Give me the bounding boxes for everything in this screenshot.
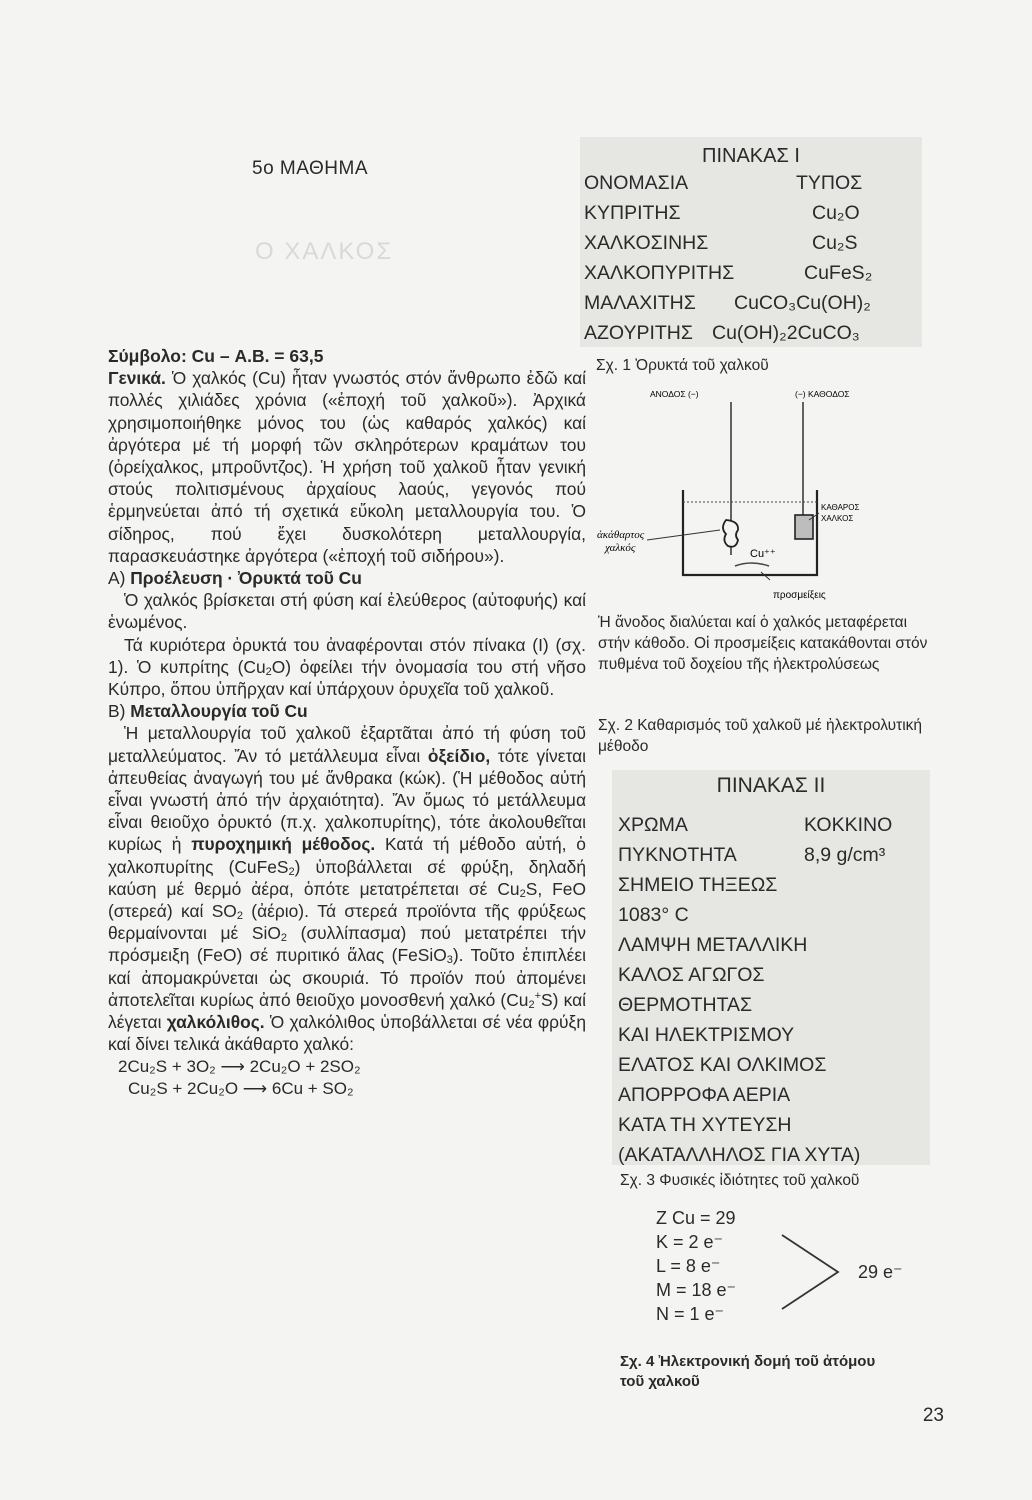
figure-4-caption: Σχ. 4 Ἠλεκτρονική δομή τοῦ ἀτόμου τοῦ χαλκοῦ	[620, 1353, 876, 1390]
shell-l: L = 8 e⁻	[656, 1256, 721, 1276]
table-row: ΚΥΠΡΙΤΗΣ Cu₂O	[584, 201, 860, 224]
figure-3-caption: Σχ. 3 Φυσικές ἰδιότητες τοῦ χαλκοῦ	[620, 1172, 860, 1189]
table-2-density-row: ΠΥΚΝΟΤΗΤΑ 8,9 g/cm³	[618, 844, 886, 866]
shell-k: K = 2 e⁻	[656, 1232, 724, 1252]
shell-n: N = 1 e⁻	[656, 1304, 725, 1324]
table-row: ΑΖΟΥΡΙΤΗΣ Cu(OH)₂2CuCO₃	[584, 321, 860, 344]
figure-1-caption: Σχ. 1 Ὀρυκτά τοῦ χαλκοῦ	[596, 357, 769, 374]
col-type-header: ΤΥΠΟΣ	[796, 171, 863, 194]
table-2-line: ΘΕΡΜΟΤΗΤΑΣ	[618, 994, 753, 1016]
section-a-paragraph-1: Ὁ χαλκός βρίσκεται στή φύση καί ἐλεύθερος (αὐτοφυής) καί ἑνωμένος.	[108, 590, 586, 633]
electrolysis-diagram	[595, 380, 935, 610]
section-b-heading: Β) Μεταλλουργία τοῦ Cu	[108, 701, 308, 722]
table-2-color-row: ΧΡΩΜΑ ΚΟΚΚΙΝΟ	[618, 814, 893, 836]
shell-total-bracket	[780, 1232, 850, 1312]
section-a-paragraph-2: Τά κυριότερα ὀρυκτά του ἀναφέρονται στόν πίνακα (Ι) (σχ. 1). Ὁ κυπρίτης $(Cu_2O)$ ὀφείλει τήν ὀνομασία του στή νῆσο Κύπρο, ὅπου ὑπῆρχαν καί ὑπάρχουν ὀρυχεῖα τοῦ χαλκοῦ.	[108, 634, 586, 700]
table-row: ΜΑΛΑΧΙΤΗΣ CuCO₃Cu(OH)₂	[584, 291, 871, 314]
table-2-title: ΠΙΝΑΚΑΣ ΙΙ	[716, 774, 826, 797]
electron-configuration	[656, 1206, 736, 1326]
table-2-line: ΚΑΤΑ ΤΗ ΧΥΤΕΥΣΗ	[618, 1114, 792, 1136]
table-row: ΧΑΛΚΟΠΥΡΙΤΗΣ CuFeS₂	[584, 261, 873, 284]
anode-label: ΑΝΟΔΟΣ (−)	[650, 389, 699, 399]
impure-copper-label-1: ἀκάθαρτος	[597, 529, 645, 541]
pure-copper-label-1: ΚΑΘΑΡΟΣ	[821, 503, 860, 512]
electron-total: 29 e⁻	[858, 1262, 903, 1282]
copper-ion-label: Cu⁺⁺	[750, 548, 776, 560]
impurities-label: προσμείξεις	[773, 590, 826, 601]
impurities-sludge	[735, 563, 769, 566]
cathode-label: (−) ΚΑΘΟΔΟΣ	[795, 389, 850, 399]
table-row: ΧΑΛΚΟΣΙΝΗΣ Cu₂S	[584, 231, 858, 254]
section-a-heading: Α) Προέλευση · Ὀρυκτά τοῦ Cu	[108, 568, 362, 589]
table-2-line: 1083° C	[618, 904, 689, 926]
table-1-header	[580, 168, 922, 198]
table-2	[612, 770, 930, 1165]
figure-2-note: Ἡ ἄνοδος διαλύεται καί ὁ χαλκός μεταφέρεται στήν κάθοδο. Οἱ προσμείξεις κατακάθονται στόν πυθμένα τοῦ δοχείου τῆς ἠλεκτρολύσεως	[598, 614, 928, 673]
shell-m: M = 18 e⁻	[656, 1280, 737, 1300]
table-2-line: ΚΑΛΟΣ ΑΓΩΓΟΣ	[618, 964, 765, 986]
pure-copper-label-2: ΧΑΛΚΟΣ	[821, 514, 854, 523]
atomic-number: Z Cu = 29	[656, 1208, 736, 1228]
table-2-line: ΚΑΙ ΗΛΕΚΤΡΙΣΜΟΥ	[618, 1024, 795, 1046]
chapter-title: Ο ΧΑΛΚΟΣ	[255, 238, 394, 265]
table-2-line: ΛΑΜΨΗ ΜΕΤΑΛΛΙΚΗ	[618, 934, 808, 956]
table-2-line: ΕΛΑΤΟΣ ΚΑΙ ΟΛΚΙΜΟΣ	[618, 1054, 827, 1076]
lesson-heading: 5ο ΜΑΘΗΜΑ	[252, 158, 369, 179]
table-1-title: ΠΙΝΑΚΑΣ Ι	[702, 145, 800, 167]
page-number: 23	[922, 1405, 944, 1426]
impure-copper-label-2: χαλκός	[605, 542, 636, 554]
general-label: Γενικά.	[108, 368, 166, 389]
equation-1: 2Cu₂S + 3O₂ ⟶ 2Cu₂O + 2SO₂	[118, 1056, 361, 1076]
section-b-paragraph: Ἡ μεταλλουργία τοῦ χαλκοῦ ἐξαρτᾶται ἀπό τή φύση τοῦ μεταλλεύματος. Ἄν τό μετάλλευμα εἶναι ὀξείδιο, τότε γίνεται ἀπευθείας ἀναγωγή του μέ ἄνθρακα (κώκ). (Ἡ μέθοδος αὐτή εἶναι γνωστή ἀπό τήν ἀρχαιότητα). Ἄν ὅμως τό μετάλλευμα εἶναι θειοῦχο ὀρυκτό (π.χ. χαλκοπυρίτης), τότε ἀκολουθεῖται κυρίως ἡ πυροχημική μέθοδος. Κατά τή μέθοδο αὐτή, ὁ χαλκοπυρίτης (CuFeS$_2$) ὑποβάλλεται σέ φρύξη, δηλαδή καύση μέ θερμό ἀέρα, ὁπότε μετατρέπεται σέ $Cu_2S$, FeO (στερεά) καί $SO_2$ (ἀέριο). Τά στερεά προϊόντα τῆς φρύξεως θερμαίνονται μέ SiO$_2$ (συλλίπασμα) πού μετατρέπει τήν πρόσμειξη (FeO) σέ πυριτικό ἅλας (FeSiO$_3$). Τοῦτο ἐπιπλέει καί ἀπομακρύνεται ὡς σκουριά. Τό προϊόν πού ἀπομένει ἀποτελεῖται κυρίως ἀπό θειοῦχο μονοσθενή χαλκό $(Cu_2^+S)$ καί λέγεται χαλκόλιθος. Ὁ χαλκόλιθος ὑποβάλλεται σέ νέα φρύξη καί δίνει τελικά ἀκάθαρτο χαλκό:	[108, 723, 586, 1055]
table-2-line: ΑΠΟΡΡΟΦΑ ΑΕΡΙΑ	[618, 1084, 791, 1106]
figure-2-caption: Σχ. 2 Καθαρισμός τοῦ χαλκοῦ μέ ἠλεκτρολυτική μέθοδο	[598, 717, 923, 755]
table-2-line: (ΑΚΑΤΑΛΛΗΛΟΣ ΓΙΑ ΧΥΤΑ)	[618, 1144, 861, 1166]
impure-copper-anode	[723, 520, 738, 547]
col-name-header: ΟΝΟΜΑΣΙΑ	[584, 171, 689, 194]
equation-2: Cu₂S + 2Cu₂O ⟶ 6Cu + SO₂	[128, 1078, 354, 1098]
general-text: Ὁ χαλκός (Cu) ἦταν γνωστός στόν ἄνθρωπο ἐδῶ καί πολλές χιλιάδες χρόνια («ἐποχή τοῦ χαλκοῦ»). Ἀρχικά χρησιμοποιήθηκε μόνος του (ὡς καθαρός χαλκός) καί ἀργότερα μέ τή μορφή τῶν σκληρότερων κραμάτων του (ὀρείχαλκος, μπροῦντζος). Ἡ χρήση τοῦ χαλκοῦ ἦταν γενική στούς πολιτισμένους ἀρχαίους λαούς, γεγονός πού ἑρμηνεύεται ἀπό τή σχετικά εὔκολη μεταλλουργία του. Ὁ σίδηρος, πού ἔχει δυσκολότερη μεταλλουργία, παρασκευάστηκε ἀργότερα («ἐποχή τοῦ σιδήρου»).	[108, 368, 586, 566]
general-paragraph	[108, 367, 586, 567]
table-1	[580, 137, 922, 347]
symbol-line: Σύμβολο: Cu – Α.Β. = 63,5	[108, 346, 324, 366]
table-2-line: ΣΗΜΕΙΟ ΤΗΞΕΩΣ	[618, 874, 778, 896]
main-text-column	[108, 345, 586, 1100]
